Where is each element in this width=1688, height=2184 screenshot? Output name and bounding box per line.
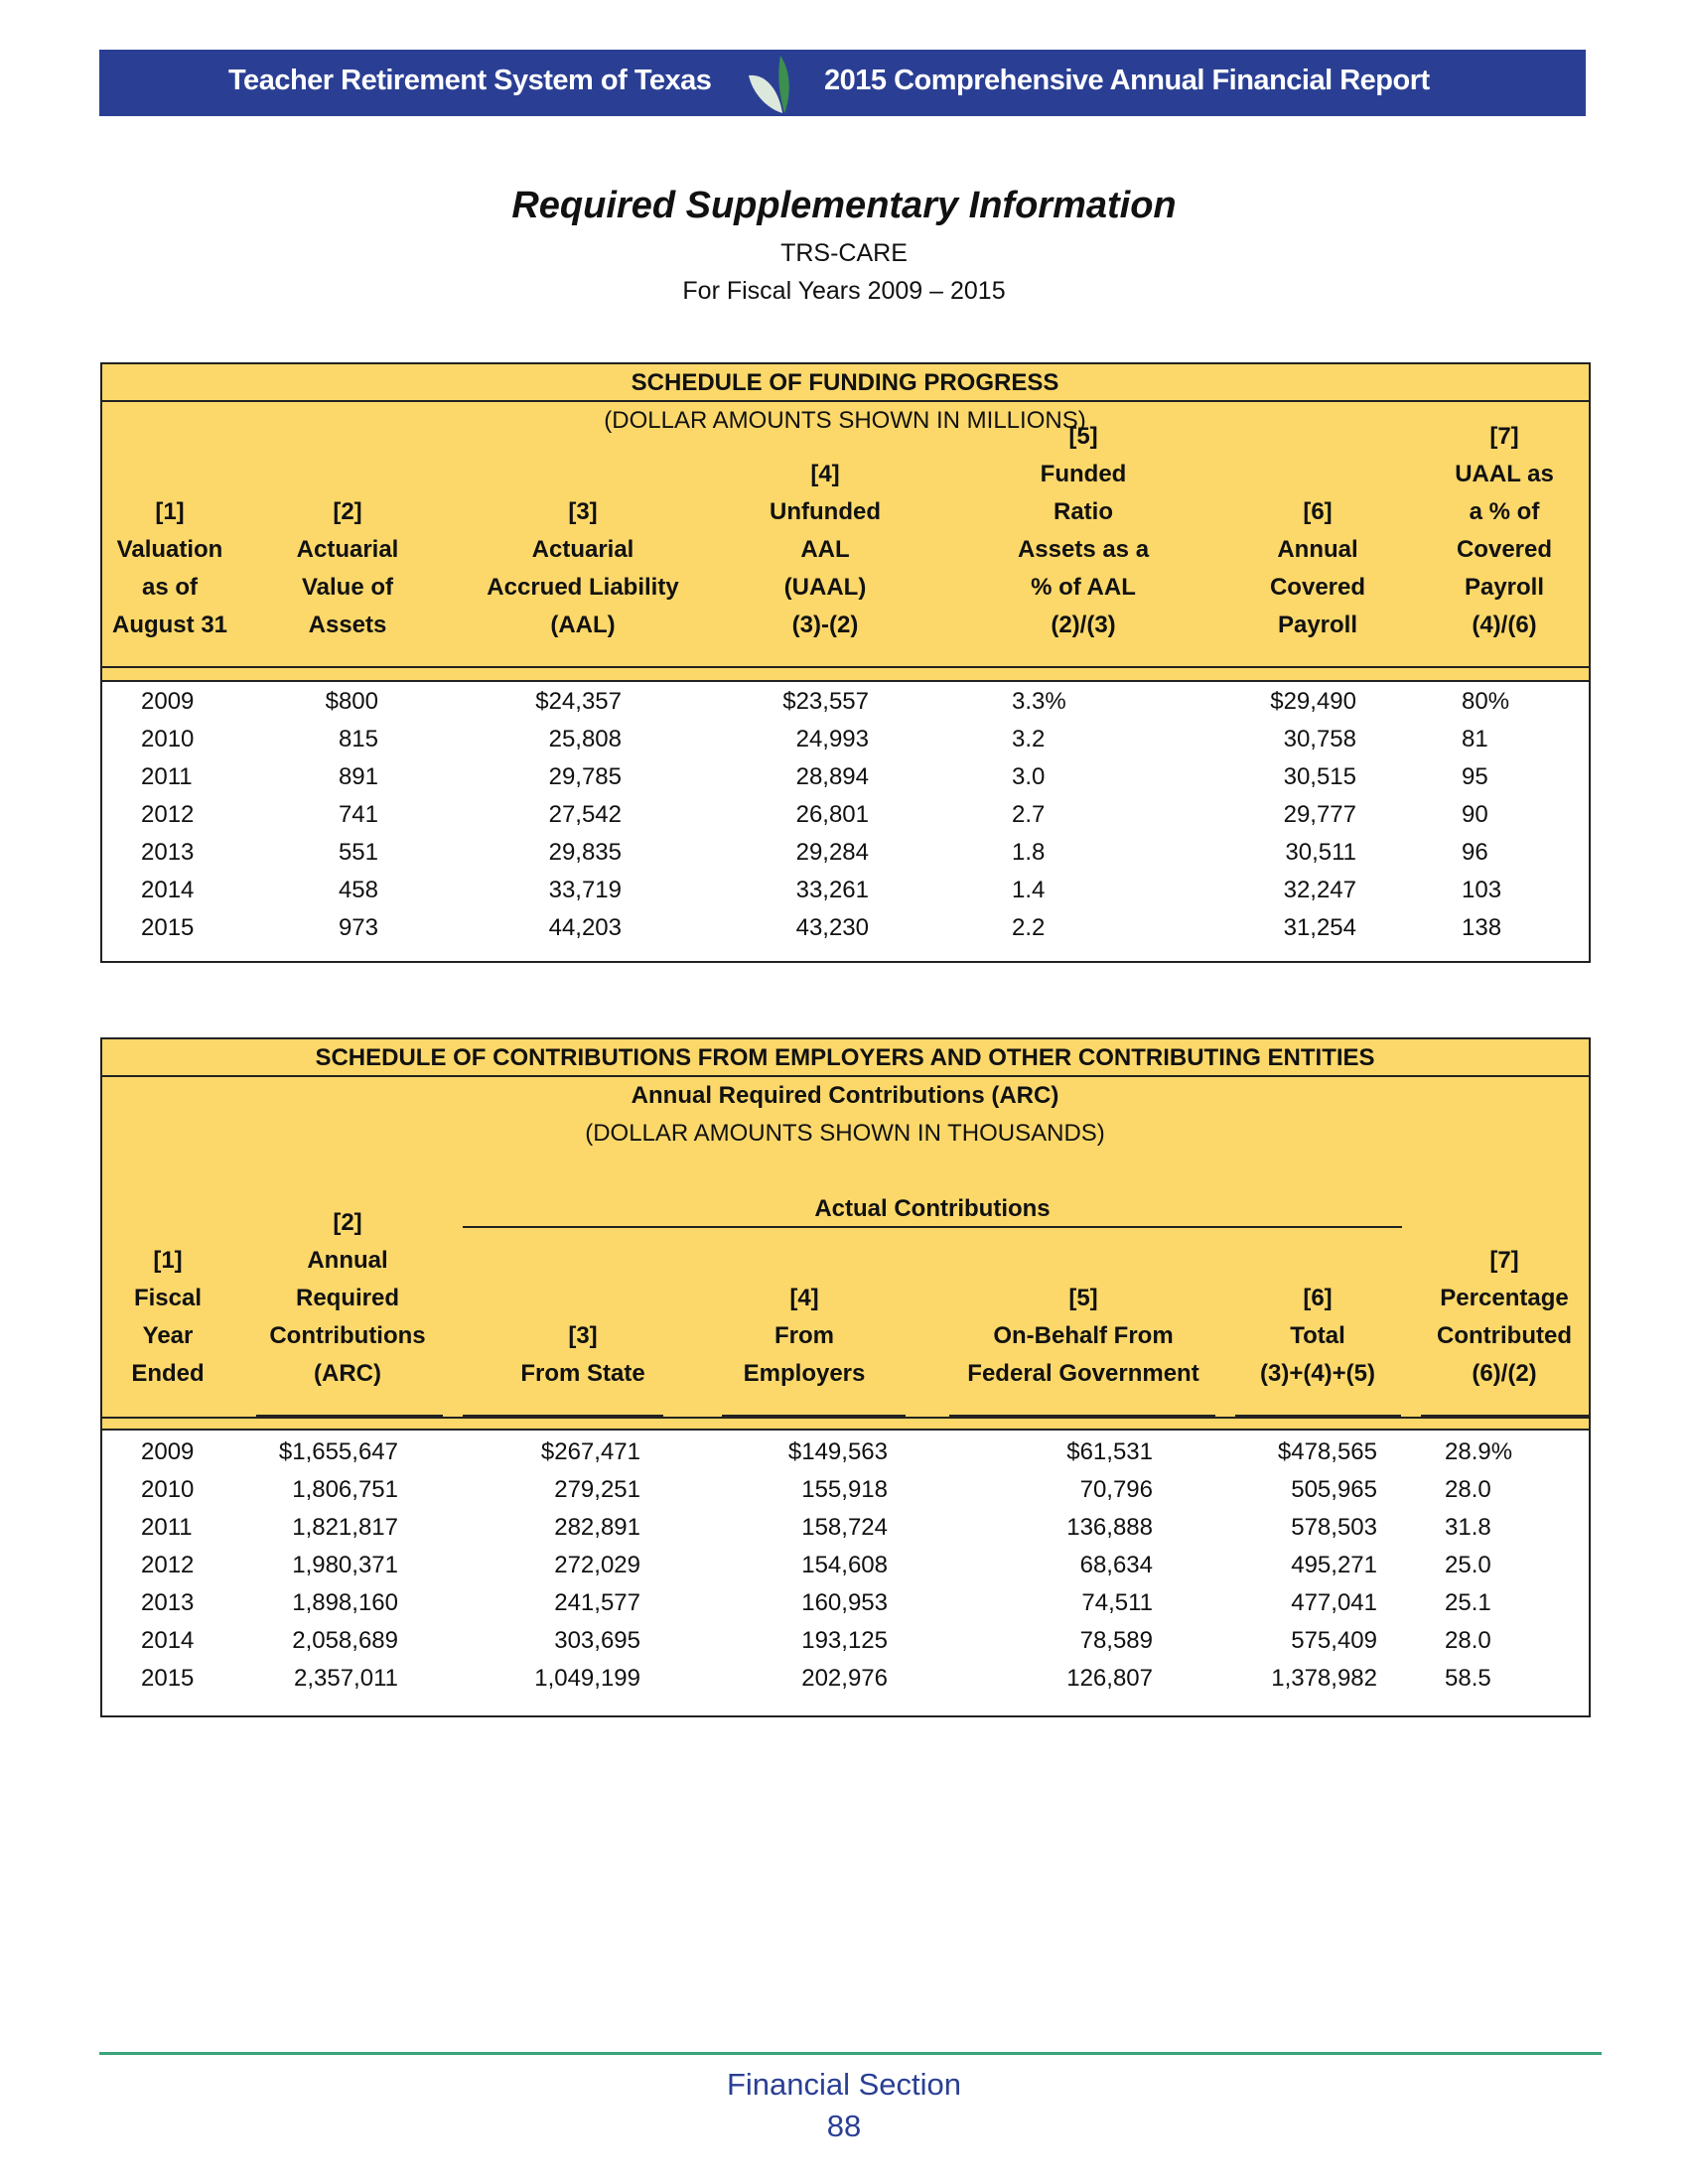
table-cell: 155,918 — [801, 1476, 888, 1503]
table-note: (DOLLAR AMOUNTS SHOWN IN MILLIONS) — [604, 407, 1086, 434]
table-cell: 1,049,199 — [534, 1665, 640, 1692]
column-header: Ratio — [1054, 498, 1113, 525]
organization-name: Teacher Retirement System of Texas — [228, 65, 712, 96]
column-header: Year — [142, 1322, 194, 1349]
table-cell: 29,777 — [1283, 801, 1356, 828]
table-cell: 25.0 — [1445, 1552, 1491, 1578]
table-cell: $267,471 — [540, 1438, 640, 1465]
table-cell: 68,634 — [1079, 1552, 1153, 1578]
table-cell: 160,953 — [801, 1589, 888, 1616]
table-cell: 154,608 — [801, 1552, 888, 1578]
table-cell: 96 — [1462, 839, 1488, 866]
table-cell: 2,357,011 — [294, 1665, 398, 1692]
table-cell: 126,807 — [1066, 1665, 1153, 1692]
table-cell: 2015 — [141, 914, 195, 941]
header-underline — [256, 1415, 443, 1417]
table-cell: 44,203 — [548, 914, 622, 941]
column-header: UAAL as — [1455, 461, 1554, 487]
table-cell: 1.8 — [1012, 839, 1046, 866]
divider — [102, 1417, 1589, 1419]
table-cell: 33,261 — [795, 877, 869, 903]
table-cell: $800 — [325, 688, 378, 715]
divider — [102, 666, 1589, 668]
column-header: Value of — [301, 574, 394, 601]
table-cell: 272,029 — [554, 1552, 640, 1578]
table-cell: 74,511 — [1081, 1589, 1153, 1616]
column-header: Unfunded — [770, 498, 881, 525]
table-note: (DOLLAR AMOUNTS SHOWN IN THOUSANDS) — [585, 1120, 1105, 1147]
divider — [102, 1075, 1589, 1077]
column-header: [7] — [1489, 423, 1519, 450]
column-header: (AAL) — [550, 612, 616, 638]
table-cell: 202,976 — [801, 1665, 888, 1692]
table-cell: 32,247 — [1283, 877, 1356, 903]
column-header: [4] — [810, 461, 840, 487]
table-cell: 43,230 — [795, 914, 869, 941]
table-cell: 282,891 — [554, 1514, 640, 1541]
table-cell: 2012 — [141, 1552, 195, 1578]
header-underline — [722, 1415, 906, 1417]
column-header: a % of — [1469, 498, 1540, 525]
table-cell: 477,041 — [1291, 1589, 1377, 1616]
table-cell: 2011 — [141, 763, 193, 790]
table-cell: 138 — [1462, 914, 1502, 941]
table-cell: 3.0 — [1012, 763, 1046, 790]
column-header: August 31 — [111, 612, 228, 638]
footer-rule — [99, 2052, 1602, 2055]
table-cell: 31.8 — [1445, 1514, 1491, 1541]
table-cell: 891 — [338, 763, 378, 790]
column-header: Payroll — [1277, 612, 1358, 638]
column-header: [1] — [155, 498, 185, 525]
table-cell: $61,531 — [1066, 1438, 1153, 1465]
table-cell: 2015 — [141, 1665, 195, 1692]
table-cell: $478,565 — [1277, 1438, 1377, 1465]
table-cell: 25.1 — [1445, 1589, 1491, 1616]
column-header: [3] — [568, 498, 598, 525]
table-cell: 458 — [338, 877, 378, 903]
table-cell: 575,409 — [1291, 1627, 1377, 1654]
table-cell: $23,557 — [782, 688, 869, 715]
table-cell: 28,894 — [795, 763, 869, 790]
report-banner — [99, 50, 1586, 116]
divider — [102, 680, 1589, 682]
table-cell: 1,821,817 — [292, 1514, 398, 1541]
table-cell: 90 — [1462, 801, 1488, 828]
table-cell: 3.2 — [1012, 726, 1046, 752]
column-header: [5] — [1068, 1285, 1098, 1311]
column-header: [3] — [568, 1322, 598, 1349]
page-number: 88 — [826, 2109, 862, 2143]
column-header: [2] — [333, 1209, 362, 1236]
table-cell: 2010 — [141, 1476, 195, 1503]
column-header: (6)/(2) — [1472, 1360, 1537, 1387]
table-title: SCHEDULE OF CONTRIBUTIONS FROM EMPLOYERS AND OTHER CONTRIBUTING ENTITIES — [315, 1044, 1375, 1071]
table-cell: 1,980,371 — [292, 1552, 398, 1578]
group-header-actual-contributions: Actual Contributions — [814, 1195, 1051, 1222]
column-header: Ended — [131, 1360, 205, 1387]
header-underline — [949, 1415, 1215, 1417]
table-cell: 2009 — [141, 688, 195, 715]
column-header: (4)/(6) — [1472, 612, 1537, 638]
column-header: [7] — [1489, 1247, 1519, 1274]
table-cell: 815 — [338, 726, 378, 752]
table-cell: 741 — [338, 801, 378, 828]
table-cell: 28.0 — [1445, 1476, 1491, 1503]
column-header: [5] — [1068, 423, 1098, 450]
report-title: 2015 Comprehensive Annual Financial Report — [824, 65, 1430, 96]
header-underline — [1421, 1415, 1590, 1417]
column-header: Funded — [1040, 461, 1127, 487]
table-cell: 70,796 — [1079, 1476, 1153, 1503]
column-header: Annual — [307, 1247, 388, 1274]
table-cell: $1,655,647 — [278, 1438, 398, 1465]
table-cell: 31,254 — [1283, 914, 1356, 941]
table-cell: 2010 — [141, 726, 195, 752]
table-cell: 1,378,982 — [1271, 1665, 1377, 1692]
table-cell: 158,724 — [801, 1514, 888, 1541]
table-cell: 25,808 — [548, 726, 622, 752]
funding-progress-table — [100, 362, 1591, 963]
divider — [102, 1429, 1589, 1431]
table-cell: 1.4 — [1012, 877, 1046, 903]
column-header: Covered — [1456, 536, 1553, 563]
leaf-logo-icon — [745, 54, 804, 115]
table-subtitle: Annual Required Contributions (ARC) — [631, 1082, 1059, 1109]
contributions-table — [100, 1037, 1591, 1717]
column-header: On-Behalf From — [993, 1322, 1174, 1349]
column-header: [2] — [333, 498, 362, 525]
table-cell: 193,125 — [801, 1627, 888, 1654]
table-cell: 29,785 — [548, 763, 622, 790]
table-cell: 303,695 — [554, 1627, 640, 1654]
column-header: From — [774, 1322, 834, 1349]
table-cell: 136,888 — [1066, 1514, 1153, 1541]
table-cell: 1,806,751 — [292, 1476, 398, 1503]
table-cell: 578,503 — [1291, 1514, 1377, 1541]
table-cell: 3.3% — [1012, 688, 1066, 715]
table-cell: 24,993 — [795, 726, 869, 752]
table-cell: $149,563 — [787, 1438, 888, 1465]
column-header: Assets — [308, 612, 387, 638]
column-header: Annual — [1277, 536, 1358, 563]
table-cell: 2013 — [141, 839, 195, 866]
table-cell: 26,801 — [795, 801, 869, 828]
table-cell: 551 — [338, 839, 378, 866]
divider — [102, 400, 1589, 402]
table-cell: $29,490 — [1270, 688, 1356, 715]
table-cell: 505,965 — [1291, 1476, 1377, 1503]
column-header: [1] — [153, 1247, 183, 1274]
table-cell: 81 — [1462, 726, 1488, 752]
table-cell: 28.9% — [1445, 1438, 1513, 1465]
table-cell: 30,515 — [1283, 763, 1356, 790]
footer-section: Financial Section — [726, 2067, 962, 2102]
table-cell: 241,577 — [554, 1589, 640, 1616]
column-header: [6] — [1303, 1285, 1333, 1311]
column-header: Fiscal — [133, 1285, 203, 1311]
column-header: Actuarial — [531, 536, 634, 563]
table-cell: 2,058,689 — [292, 1627, 398, 1654]
fiscal-years: For Fiscal Years 2009 – 2015 — [682, 277, 1006, 305]
column-header: Covered — [1269, 574, 1366, 601]
table-cell: 30,511 — [1285, 839, 1356, 866]
table-cell: 103 — [1462, 877, 1502, 903]
column-header: % of AAL — [1031, 574, 1136, 601]
table-cell: 2009 — [141, 1438, 195, 1465]
column-header: Percentage — [1440, 1285, 1569, 1311]
table-cell: 2.7 — [1012, 801, 1046, 828]
table-cell: 2011 — [141, 1514, 193, 1541]
column-header: (UAAL) — [783, 574, 867, 601]
column-header: Assets as a — [1017, 536, 1150, 563]
column-header: (2)/(3) — [1051, 612, 1116, 638]
column-header: (3)-(2) — [791, 612, 859, 638]
column-header: [6] — [1303, 498, 1333, 525]
table-cell: 80% — [1462, 688, 1510, 715]
column-header: Valuation — [116, 536, 223, 563]
group-underline — [463, 1226, 1402, 1228]
table-cell: 2013 — [141, 1589, 195, 1616]
column-header: Contributions — [269, 1322, 426, 1349]
column-header: Actuarial — [296, 536, 399, 563]
header-underline — [1235, 1415, 1401, 1417]
table-cell: 2.2 — [1012, 914, 1046, 941]
table-cell: 33,719 — [548, 877, 622, 903]
page-subtitle: TRS-CARE — [780, 239, 908, 267]
column-header: (3)+(4)+(5) — [1259, 1360, 1376, 1387]
table-cell: 78,589 — [1079, 1627, 1153, 1654]
column-header: From State — [520, 1360, 645, 1387]
table-cell: 2012 — [141, 801, 195, 828]
table-cell: $24,357 — [535, 688, 622, 715]
table-cell: 27,542 — [548, 801, 622, 828]
table-title: SCHEDULE OF FUNDING PROGRESS — [631, 369, 1059, 396]
table-cell: 279,251 — [554, 1476, 640, 1503]
column-header: Accrued Liability — [487, 574, 679, 601]
page-title: Required Supplementary Information — [511, 185, 1177, 226]
column-header: Total — [1290, 1322, 1345, 1349]
column-header: (ARC) — [314, 1360, 381, 1387]
table-cell: 495,271 — [1291, 1552, 1377, 1578]
table-cell: 973 — [338, 914, 378, 941]
column-header: Contributed — [1437, 1322, 1572, 1349]
table-cell: 29,284 — [795, 839, 869, 866]
column-header: as of — [141, 574, 199, 601]
table-cell: 30,758 — [1283, 726, 1356, 752]
header-underline — [463, 1415, 663, 1417]
table-cell: 2014 — [141, 1627, 195, 1654]
table-cell: 28.0 — [1445, 1627, 1491, 1654]
column-header: Federal Government — [967, 1360, 1199, 1387]
column-header: [4] — [789, 1285, 819, 1311]
table-cell: 1,898,160 — [292, 1589, 398, 1616]
column-header: Payroll — [1464, 574, 1545, 601]
column-header: Employers — [743, 1360, 866, 1387]
table-cell: 58.5 — [1445, 1665, 1491, 1692]
column-header: AAL — [800, 536, 850, 563]
table-cell: 95 — [1462, 763, 1488, 790]
table-cell: 29,835 — [548, 839, 622, 866]
column-header: Required — [295, 1285, 400, 1311]
table-cell: 2014 — [141, 877, 195, 903]
